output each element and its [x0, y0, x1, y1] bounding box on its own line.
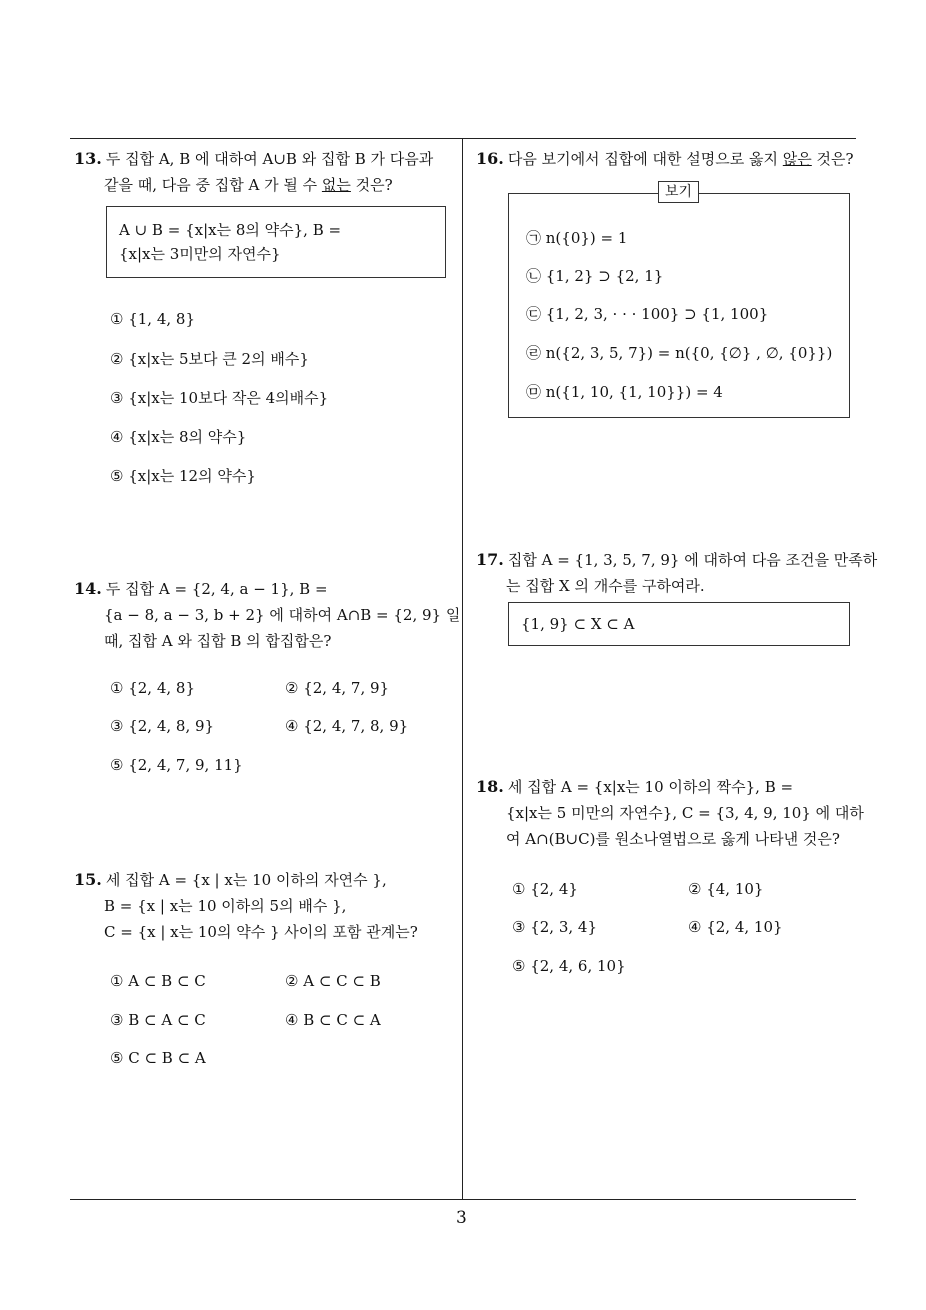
question-number: 17.	[476, 550, 504, 569]
top-rule	[70, 138, 856, 139]
question-number: 13.	[74, 149, 102, 168]
question-number: 15.	[74, 870, 102, 889]
option-14-1[interactable]: ① {2, 4, 8}	[110, 679, 196, 697]
question-text: 때, 집합 A 와 집합 B 의 합집합은?	[104, 632, 332, 650]
question-text: 것은?	[350, 176, 393, 194]
option-14-3[interactable]: ③ {2, 4, 8, 9}	[110, 717, 215, 735]
option-15-2[interactable]: ② A ⊂ C ⊂ B	[285, 972, 381, 990]
question-number: 16.	[476, 149, 504, 168]
question-15	[74, 867, 458, 945]
bogi-item-2: ㉡ {1, 2} ⊃ {2, 1}	[526, 267, 664, 285]
question-text: C = {x | x는 10의 약수 } 사이의 포함 관계는?	[104, 923, 418, 941]
question-text: 는 집합 X 의 개수를 구하여라.	[506, 577, 705, 595]
question-text: 집합 A = {1, 3, 5, 7, 9} 에 대하여 다음 조건을 만족하	[507, 551, 878, 569]
condition-line: {1, 9} ⊂ X ⊂ A	[521, 615, 635, 633]
option-13-5[interactable]: ⑤ {x|x는 12의 약수}	[110, 467, 256, 485]
page-number: 3	[456, 1208, 467, 1228]
bogi-item-4: ㉣ n({2, 3, 5, 7}) = n({0, {∅} , ∅, {0}})	[526, 344, 833, 362]
option-15-4[interactable]: ④ B ⊂ C ⊂ A	[285, 1011, 381, 1029]
option-18-3[interactable]: ③ {2, 3, 4}	[512, 918, 598, 936]
condition-line: A ∪ B = {x|x는 8의 약수}, B =	[119, 221, 342, 239]
option-15-3[interactable]: ③ B ⊂ A ⊂ C	[110, 1011, 206, 1029]
question-text: 다음 보기에서 집합에 대한 설명으로 옳지	[507, 150, 783, 168]
option-18-4[interactable]: ④ {2, 4, 10}	[688, 918, 783, 936]
bogi-label: 보기	[658, 181, 699, 203]
option-14-5[interactable]: ⑤ {2, 4, 7, 9, 11}	[110, 756, 243, 774]
bogi-item-3: ㉢ {1, 2, 3, · · · 100} ⊃ {1, 100}	[526, 305, 769, 323]
question-text: {a − 8, a − 3, b + 2} 에 대하여 A∩B = {2, 9} 일	[104, 606, 461, 624]
option-13-4[interactable]: ④ {x|x는 8의 약수}	[110, 428, 247, 446]
option-13-3[interactable]: ③ {x|x는 10보다 작은 4의배수}	[110, 389, 329, 407]
question-text: 같을 때, 다음 중 집합 A 가 될 수	[104, 176, 322, 194]
question-14	[74, 576, 461, 654]
question-13	[74, 146, 458, 198]
column-divider	[462, 138, 463, 1200]
question-text: 세 집합 A = {x|x는 10 이하의 짝수}, B =	[507, 778, 794, 796]
bottom-rule	[70, 1199, 856, 1200]
condition-box-13	[106, 206, 446, 278]
question-text: 세 집합 A = {x | x는 10 이하의 자연수 },	[105, 871, 387, 889]
option-13-2[interactable]: ② {x|x는 5보다 큰 2의 배수}	[110, 350, 309, 368]
question-17	[476, 547, 878, 599]
bogi-item-1: ㉠ n({0}) = 1	[526, 229, 628, 247]
question-text: 여 A∩(B∪C)를 원소나열법으로 옳게 나타낸 것은?	[506, 830, 840, 848]
option-18-1[interactable]: ① {2, 4}	[512, 880, 578, 898]
option-15-5[interactable]: ⑤ C ⊂ B ⊂ A	[110, 1049, 206, 1067]
question-text: 것은?	[811, 150, 854, 168]
option-15-1[interactable]: ① A ⊂ B ⊂ C	[110, 972, 206, 990]
question-text: {x|x는 5 미만의 자연수}, C = {3, 4, 9, 10} 에 대하	[506, 804, 864, 822]
question-text: B = {x | x는 10 이하의 5의 배수 },	[104, 897, 347, 915]
condition-line: {x|x는 3미만의 자연수}	[119, 245, 281, 263]
emphasis-underline: 없는	[321, 176, 351, 194]
option-14-4[interactable]: ④ {2, 4, 7, 8, 9}	[285, 717, 409, 735]
question-number: 18.	[476, 777, 504, 796]
emphasis-underline: 않은	[782, 150, 812, 168]
question-number: 14.	[74, 579, 102, 598]
question-16	[476, 146, 860, 172]
option-13-1[interactable]: ① {1, 4, 8}	[110, 310, 196, 328]
option-18-2[interactable]: ② {4, 10}	[688, 880, 764, 898]
option-18-5[interactable]: ⑤ {2, 4, 6, 10}	[512, 957, 626, 975]
condition-box-17	[508, 602, 850, 646]
option-14-2[interactable]: ② {2, 4, 7, 9}	[285, 679, 390, 697]
question-text: 두 집합 A = {2, 4, a − 1}, B =	[105, 580, 328, 598]
question-text: 두 집합 A, B 에 대하여 A∪B 와 집합 B 가 다음과	[105, 150, 434, 168]
bogi-item-5: ㉤ n({1, 10, {1, 10}}) = 4	[526, 383, 723, 401]
question-18	[476, 774, 864, 852]
